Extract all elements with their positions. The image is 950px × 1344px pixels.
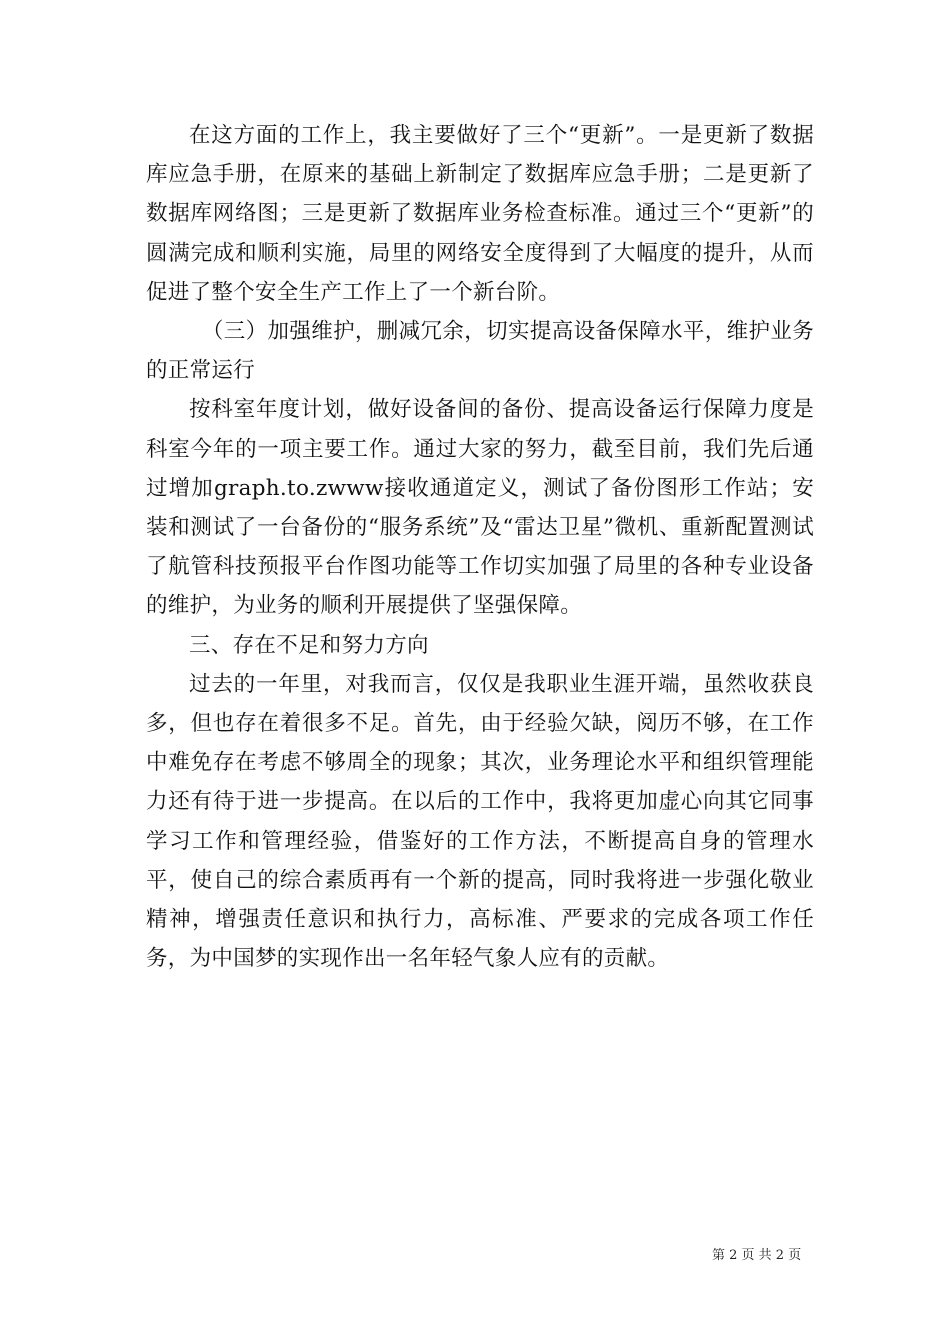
paragraph-equipment-backup: 按科室年度计划，做好设备间的备份、提高设备运行保障力度是科室今年的一项主要工作。通过大家的努力，截至目前，我们先后通过增加graph.to.zwww接收通道定义，测试了备份图形工作站；安装和测试了一台备份的“服务系统”及“雷达卫星”微机、重新配置测试了航管科技预报平台作图功能等工作切实加强了局里的各种专业设备的维护，为业务的顺利开展提供了坚强保障。	[146, 397, 814, 619]
paragraph-shortcomings: 过去的一年里，对我而言，仅仅是我职业生涯开端，虽然收获良多，但也存在着很多不足。首先，由于经验欠缺，阅历不够，在工作中难免存在考虑不够周全的现象；其次，业务理论水平和组织管理能力还有待于进一步提高。在以后的工作中，我将更加虚心向其它同事学习工作和管理经验，借鉴好的工作方法，不断提高自身的管理水平，使自己的综合素质再有一个新的提高，同时我将进一步强化敬业精神，增强责任意识和执行力，高标准、严要求的完成各项工作任务，为中国梦的实现作出一名年轻气象人应有的贡献。	[146, 671, 814, 972]
section-heading-maintenance: （三）加强维护，删减冗余，切实提高设备保障水平，维护业务的正常运行	[146, 319, 814, 384]
paragraph-database-updates: 在这方面的工作上，我主要做好了三个“更新”。一是更新了数据库应急手册，在原来的基础上新制定了数据库应急手册；二是更新了数据库网络图；三是更新了数据库业务检查标准。通过三个“更新”的圆满完成和顺利实施，局里的网络安全度得到了大幅度的提升，从而促进了整个安全生产工作上了一个新台阶。	[146, 123, 814, 305]
document-body	[146, 116, 814, 978]
page-number-footer: 第 2 页 共 2 页	[712, 1248, 802, 1263]
section-heading-shortcomings: 三、存在不足和努力方向	[189, 632, 429, 658]
